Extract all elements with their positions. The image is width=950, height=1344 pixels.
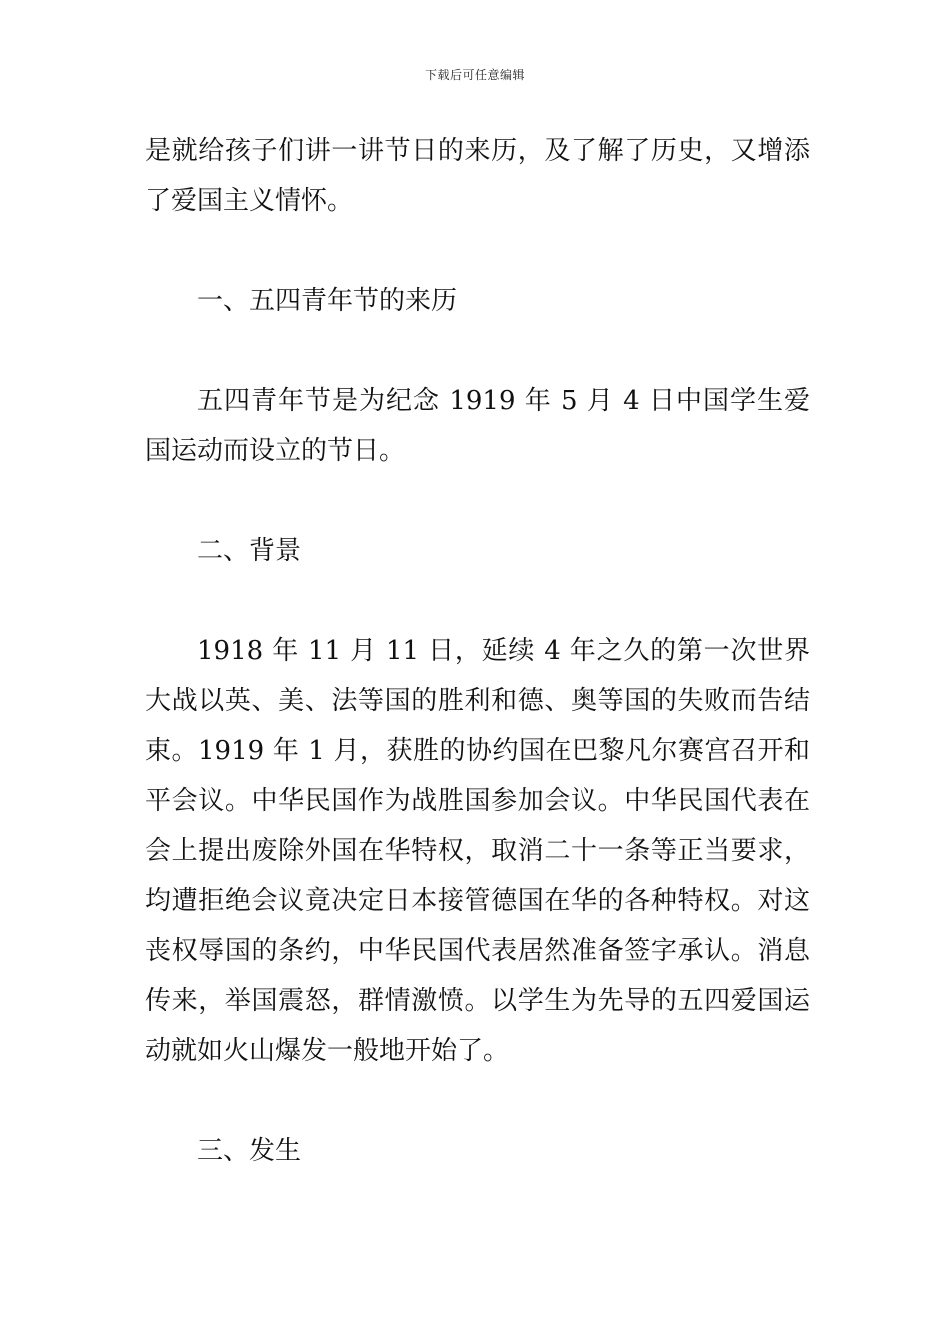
spacer <box>145 476 810 526</box>
intro-paragraph: 是就给孩子们讲一讲节日的来历，及了解了历史，又增添了爱国主义情怀。 <box>145 136 810 216</box>
spacer <box>145 326 810 376</box>
document-body <box>145 126 810 1176</box>
section-body-background: 1918 年 11 月 11 日，延续 4 年之久的第一次世界大战以英、美、法等国的胜利和德、奥等国的失败而告结束。1919 年 1 月，获胜的协约国在巴黎凡尔赛宫召开和平会议。中华民国作为战胜国参加会议。中华民国代表在会上提出废除外国在华特权，取消二十一条等正当要求，均遭拒绝会议竟决定日本接管德国在华的各种特权。对这丧权辱国的条约，中华民国代表居然准备签字承认。消息传来，举国震怒，群情激愤。以学生为先导的五四爱国运动就如火山爆发一般地开始了。 <box>145 636 810 1066</box>
section-heading-origin: 一、五四青年节的来历 <box>197 286 458 316</box>
section-body-origin: 五四青年节是为纪念 1919 年 5 月 4 日中国学生爱国运动而设立的节日。 <box>145 386 810 466</box>
section-heading-background: 二、背景 <box>197 536 302 566</box>
spacer <box>145 576 810 626</box>
spacer <box>145 1076 810 1126</box>
section-heading-occurrence: 三、发生 <box>197 1136 302 1166</box>
header-note: 下载后可任意编辑 <box>424 68 525 82</box>
spacer <box>145 226 810 276</box>
